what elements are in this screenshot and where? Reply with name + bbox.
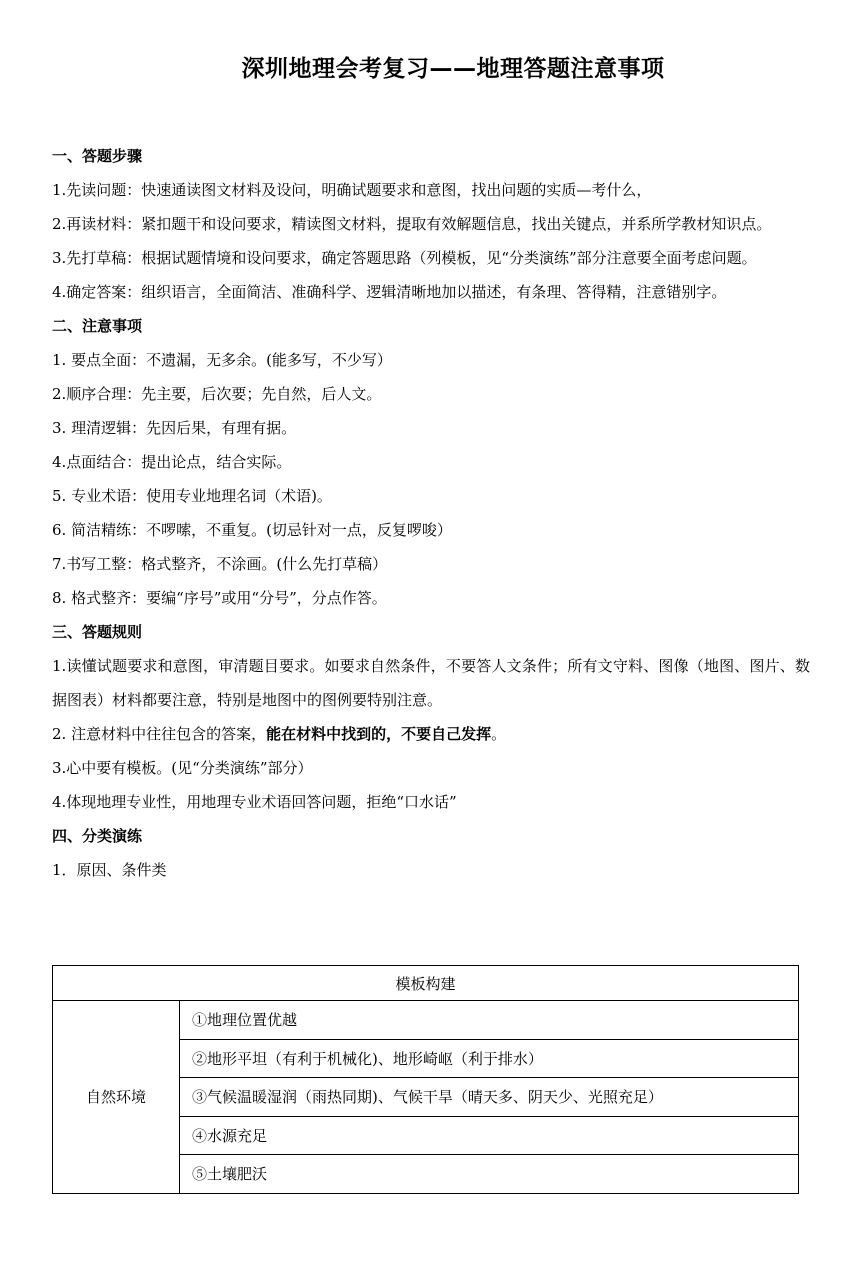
table-cell: ②地形平坦（有利于机械化)、地形崎岖（利于排水）	[180, 1039, 799, 1078]
step-item: 2.再读材料：紧扣题干和设问要求，精读图文材料，提取有效解题信息，找出关键点，并系所学教材知识点。	[52, 215, 772, 233]
rule-item-text: 2. 注意材料中往往包含的答案，	[52, 725, 267, 743]
document-title: 深圳地理会考复习——地理答题注意事项	[241, 56, 665, 82]
table-category-cell: 自然环境	[53, 1001, 180, 1194]
table-cell: ③气候温暖湿润（雨热同期)、气候干旱（晴天多、阴天少、光照充足）	[180, 1078, 799, 1117]
note-item: 8. 格式整齐：要编“序号”或用“分号”，分点作答。	[52, 589, 387, 607]
table-header: 模板构建	[53, 966, 799, 1001]
note-item: 4.点面结合：提出论点，结合实际。	[52, 453, 292, 471]
rule-item-emphasis: 能在材料中找到的，不要自己发挥	[266, 725, 492, 743]
note-item: 3. 理清逻辑：先因后果，有理有据。	[52, 419, 297, 437]
rule-item: 3.心中要有模板。(见“分类演练”部分）	[52, 759, 313, 777]
rule-item: 1.读懂试题要求和意图，审清题目要求。如要求自然条件，不要答人文条件；所有文守料、图像（地图、图片、数据图表）材料都要注意，特别是地图中的图例要特别注意。	[52, 657, 810, 709]
table-row	[53, 1001, 799, 1040]
section-heading-steps: 一、答题步骤	[52, 147, 143, 165]
note-item: 6. 简洁精练：不啰嗦，不重复。(切忌针对一点，反复啰唆）	[52, 521, 452, 539]
template-table	[52, 965, 799, 1194]
note-item: 2.顺序合理：先主要，后次要；先自然，后人文。	[52, 385, 382, 403]
rule-item-text: 。	[491, 725, 507, 743]
step-item: 1.先读问题：快速通读图文材料及设问，明确试题要求和意图，找出问题的实质—考什么，	[52, 181, 652, 199]
table-cell: ①地理位置优越	[180, 1001, 799, 1040]
note-item: 7.书写工整：格式整齐，不涂画。(什么先打草稿）	[52, 555, 388, 573]
section-heading-notes: 二、注意事项	[52, 317, 143, 335]
step-item: 3.先打草稿：根据试题情境和设问要求，确定答题思路（列模板，见“分类演练”部分注意要全面考虑问题。	[52, 249, 757, 267]
table-cell: ④水源充足	[180, 1116, 799, 1155]
section-heading-rules: 三、答题规则	[52, 623, 143, 641]
table-cell: ⑤土壤肥沃	[180, 1155, 799, 1194]
practice-item: 1．原因、条件类	[52, 861, 167, 879]
section-heading-practice: 四、分类演练	[52, 827, 143, 845]
document-body	[52, 139, 810, 887]
note-item: 5. 专业术语：使用专业地理名词（术语)。	[52, 487, 332, 505]
rule-item: 4.体现地理专业性，用地理专业术语回答问题，拒绝“口水话”	[52, 793, 457, 811]
step-item: 4.确定答案：组织语言，全面简洁、准确科学、逻辑清晰地加以描述，有条理、答得精，注意错别字。	[52, 283, 727, 301]
rule-item	[52, 717, 810, 751]
note-item: 1. 要点全面：不遗漏，无多余。(能多写，不少写）	[52, 351, 392, 369]
